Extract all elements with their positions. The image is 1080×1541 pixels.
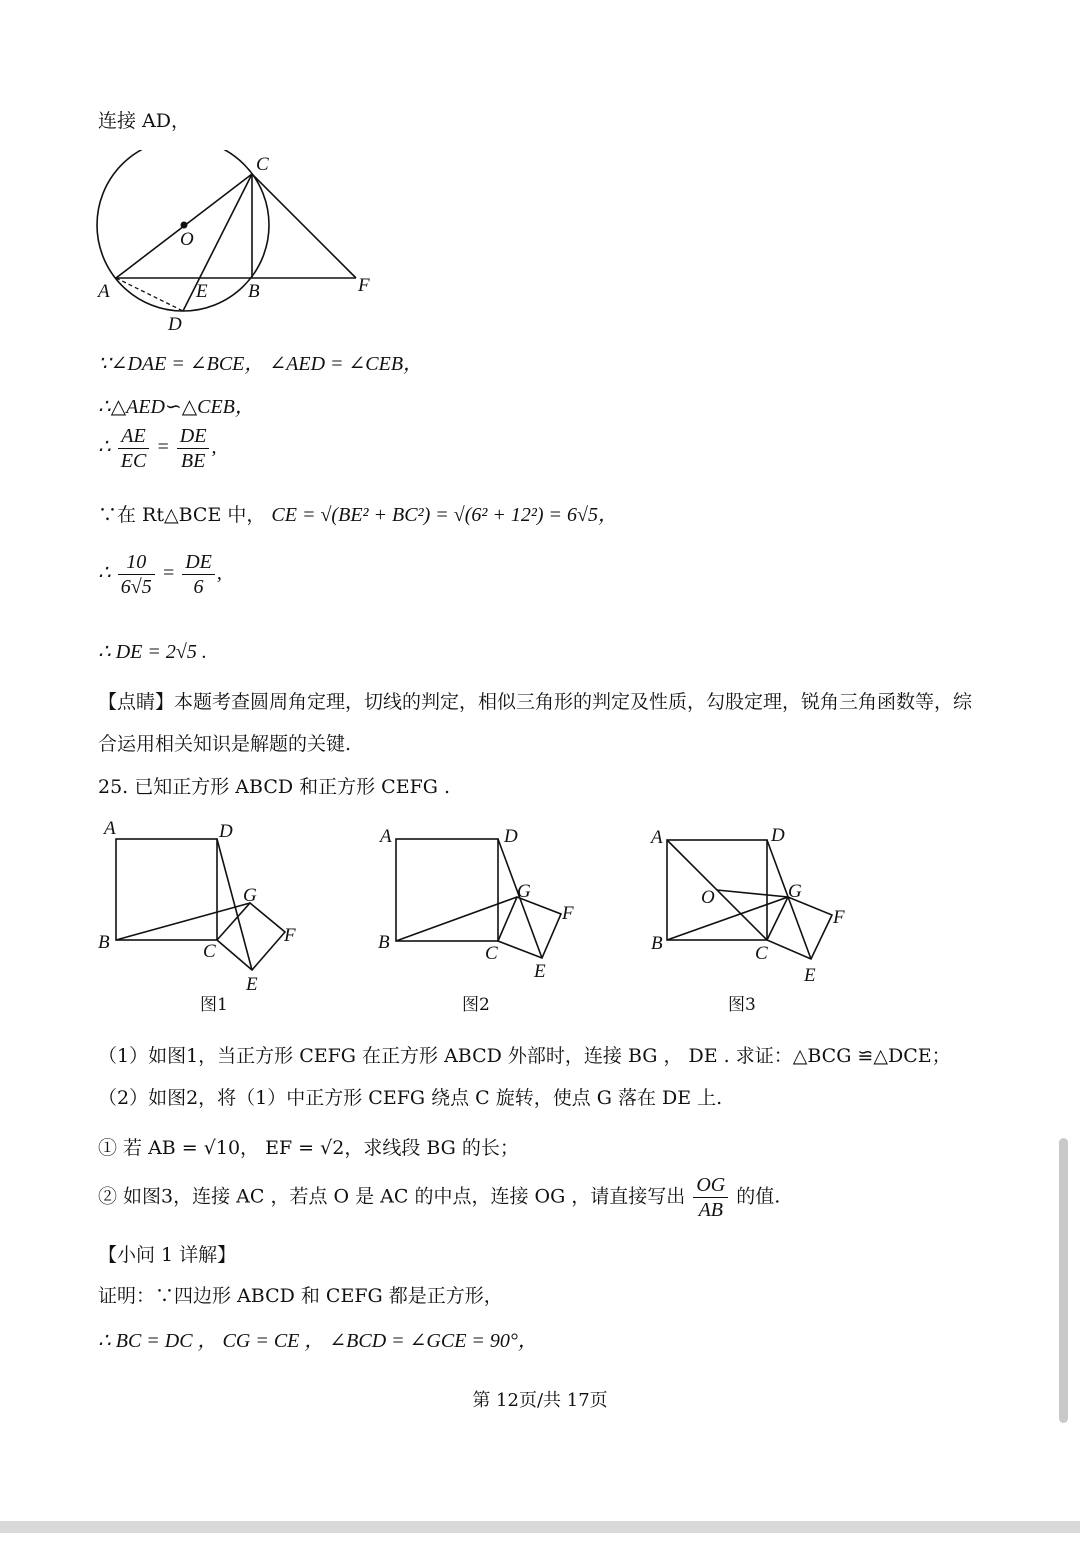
text-line-ratio: ∴ $\frac{AE}{EC}$ = $\frac{DE}{BE}$ ,	[98, 425, 217, 472]
fig1-label-d: D	[219, 821, 233, 842]
fig2-label-d: D	[504, 826, 518, 847]
fig1-label-e: E	[246, 974, 258, 995]
question-25-part-1: （1）如图1，当正方形 CEFG 在正方形 ABCD 外部时，连接 BG ， DE . 求证：△BCG ≌△DCE；	[98, 1045, 951, 1067]
fig2-label-c: C	[485, 943, 498, 964]
page-footer: 第 12页/共 17页	[472, 1390, 608, 1411]
figure-3	[642, 815, 872, 1020]
fig1-label-b: B	[98, 932, 110, 953]
vertical-scrollbar[interactable]	[1059, 1138, 1068, 1423]
ce-calculation: CE = √(BE² + BC²) = √(6² + 12²) = 6√5，	[271, 504, 618, 526]
figure-2	[372, 815, 602, 1020]
fig1-label-c: C	[203, 941, 216, 962]
fig3-label-f: F	[833, 907, 845, 928]
frac-num-og: OG	[693, 1173, 728, 1198]
frac-num-de-2: DE	[182, 550, 215, 575]
label-o: O	[180, 229, 194, 250]
fig3-label-b: B	[651, 933, 663, 954]
fig2-label-b: B	[378, 932, 390, 953]
sub-2-suffix: 的值.	[736, 1185, 781, 1208]
fig2-label-g: G	[517, 881, 531, 902]
question-25-title: 25. 已知正方形 ABCD 和正方形 CEFG .	[98, 776, 451, 798]
circle-figure	[90, 150, 390, 340]
horizontal-scrollbar[interactable]	[0, 1521, 1080, 1533]
question-25-part-2: （2）如图2，将（1）中正方形 CEFG 绕点 C 旋转，使点 G 落在 DE 上.	[98, 1087, 723, 1109]
label-c: C	[256, 154, 269, 175]
text-line-comment-2: 合运用相关知识是解题的关键.	[98, 733, 352, 755]
fig1-label-a: A	[104, 818, 116, 839]
fig3-label-a: A	[651, 827, 663, 848]
label-b: B	[248, 281, 260, 302]
text-line-angle-equal: ∵∠DAE = ∠BCE， ∠AED = ∠CEB，	[98, 353, 424, 375]
fig3-label-o: O	[701, 887, 715, 908]
fig2-label-e: E	[534, 961, 546, 982]
question-25-part-2-sub-2	[98, 1173, 780, 1222]
therefore-symbol: ∴	[98, 436, 111, 459]
frac-num-ae: AE	[118, 424, 150, 449]
fig2-label-a: A	[380, 826, 392, 847]
proof-line-2: ∴ BC = DC ， CG = CE ， ∠BCD = ∠GCE = 90°，	[98, 1330, 538, 1352]
fig2-label-f: F	[562, 903, 574, 924]
fig3-caption: 图3	[728, 995, 756, 1015]
fig1-caption: 图1	[200, 995, 228, 1015]
fig3-label-c: C	[755, 943, 768, 964]
label-f: F	[358, 275, 370, 296]
label-a: A	[98, 281, 110, 302]
text-line-comment-1: 【点睛】本题考查圆周角定理，切线的判定，相似三角形的判定及性质，勾股定理，锐角三角函数等，综	[98, 691, 973, 713]
frac-den-ec: EC	[120, 450, 147, 472]
label-d: D	[168, 314, 182, 335]
proof-line-1: 证明：∵四边形 ABCD 和 CEFG 都是正方形，	[98, 1285, 503, 1307]
fig3-label-d: D	[771, 825, 785, 846]
text-line-similar: ∴△AED∽△CEB，	[98, 396, 255, 418]
frac-num-de: DE	[177, 424, 210, 449]
label-e: E	[196, 281, 208, 302]
figure-1	[92, 815, 322, 1020]
frac-den-6: 6	[193, 576, 204, 598]
fig1-label-g: G	[243, 885, 257, 906]
text-line-de-result: ∴ DE = 2√5 .	[98, 641, 207, 663]
rt-prefix: ∵在 Rt△BCE 中，	[98, 504, 266, 526]
question-25-part-2-sub-1: ① 若 AB = √10， EF = √2，求线段 BG 的长；	[98, 1137, 519, 1159]
fig2-caption: 图2	[462, 995, 490, 1015]
text-line-connect-ad: 连接 AD，	[98, 110, 190, 132]
frac-den-6sqrt5: 6√5	[120, 576, 152, 598]
frac-den-ab: AB	[698, 1199, 723, 1221]
fig3-label-g: G	[788, 881, 802, 902]
text-line-rt-triangle	[98, 498, 618, 527]
frac-den-be: BE	[180, 450, 206, 472]
fig1-label-f: F	[284, 925, 296, 946]
sub-2-prefix: ② 如图3，连接 AC ，若点 O 是 AC 的中点，连接 OG ，请直接写出	[98, 1185, 686, 1208]
frac-num-10: 10	[118, 550, 155, 575]
sub-question-1-heading: 【小问 1 详解】	[98, 1244, 237, 1266]
fig3-label-e: E	[804, 965, 816, 986]
text-line-ratio-values: ∴ $\frac{10}{6√5}$ = $\frac{DE}{6}$ ,	[98, 551, 222, 598]
